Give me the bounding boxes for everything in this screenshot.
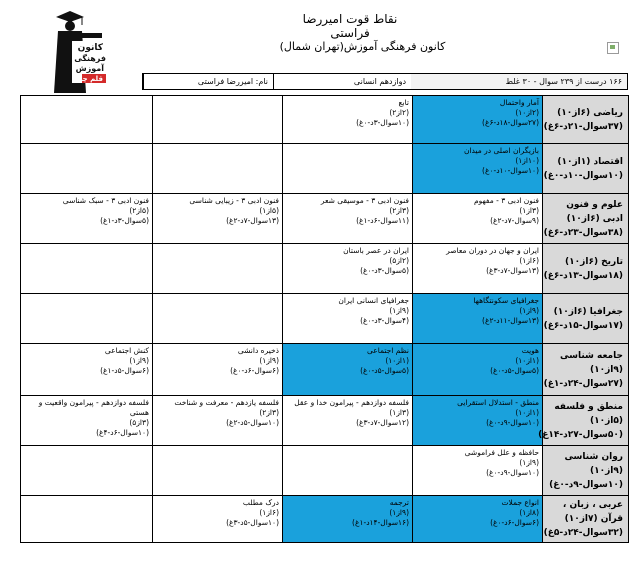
topic-stat: (۱از۱۰) [515,408,539,417]
logo-text-2: فرهنگی [74,54,106,63]
topic-cell [283,194,413,244]
topic-stat: (۱۰سوال-۹د-۰غ) [486,418,539,427]
topic-cell [413,194,543,244]
topic-stat: (۱۲سوال-۷د-۳غ) [356,418,409,427]
subject-detail: (۱۰سوال-۹د-۰غ) [549,479,623,490]
topic-cell [283,294,413,344]
logo-text-4: قلم چی [75,75,103,83]
topic-cell [283,244,413,294]
topic-title: بازیگران اصلی در میدان [463,146,539,155]
topic-title: درک مطلب [242,498,279,507]
topic-stat: (۲۷سوال-۱۸د-۶غ) [482,118,539,127]
subject-detail: (۱۸سوال-۱۳د-۶غ) [543,270,623,281]
subject-detail: (۳۸سوال-۲۳د-۶غ) [543,227,623,238]
topic-title: فلسفه دوازدهم - پیرامون خدا و عقل [294,398,409,407]
student-stats: ۱۶۶ درست از ۲۳۹ سوال - ۳۰ غلط [411,74,627,89]
strengths-table [20,95,629,543]
subject-row [21,396,629,446]
topic-cell [283,396,413,446]
topic-title: منطق - استدلال استقرایی [457,398,539,407]
topic-stat: (۳از۱) [389,408,409,417]
topic-cell [21,244,153,294]
topic-cell [153,294,283,344]
subject-title: منطق و فلسفه (۵از۱۰) [554,401,623,426]
topic-stat: (۱۶سوال-۱۴د-۱غ) [352,518,409,527]
topic-stat: (۵سوال-۵د-۰غ) [360,366,409,375]
topic-stat: (۲از۱۰) [515,108,539,117]
topic-title: فلسفه یازدهم - معرفت و شناخت [174,398,279,407]
topic-stat: (۹سوال-۷د-۲غ) [490,216,539,225]
subject-detail: (۱۰سوال-۱۰د-۰غ) [543,170,623,181]
topic-cell [283,496,413,543]
topic-stat: (۱۳سوال-۱۱د-۲غ) [482,316,539,325]
subject-cell [543,144,629,194]
subject-row [21,194,629,244]
topic-stat: (۱۰سوال-۹د-۰غ) [486,468,539,477]
topic-stat: (۱۰سوال-۶د-۴غ) [96,428,149,437]
topic-stat: (۱۰از۱) [515,156,539,165]
topic-cell [153,344,283,396]
topic-cell [153,446,283,496]
subject-row [21,244,629,294]
topic-title: کنش اجتماعی [104,346,149,355]
topic-cell [413,396,543,446]
subject-cell [543,244,629,294]
topic-cell [153,96,283,144]
topic-stat: (۹از۱) [389,508,409,517]
subject-cell [543,96,629,144]
topic-stat: (۵از۲) [129,206,149,215]
student-name: نام: امیررضا فراستی [143,74,273,89]
subject-detail: (۳۷سوال-۲۱د-۶غ) [543,121,623,132]
topic-cell [21,294,153,344]
topic-cell [413,294,543,344]
subject-cell [543,446,629,496]
subject-row [21,446,629,496]
student-info-bar [142,73,628,90]
topic-stat: (۱از۱۰) [385,356,409,365]
topic-title: انواع جملات [501,498,539,507]
topic-stat: (۱۰سوال-۵د-۲غ) [226,418,279,427]
topic-stat: (۵سوال-۳د-۱غ) [100,216,149,225]
topic-stat: (۵از۱) [259,206,279,215]
topic-cell [21,344,153,396]
topic-cell [413,496,543,543]
topic-cell [283,446,413,496]
topic-cell [283,344,413,396]
topic-stat: (۳از۵) [129,418,149,427]
topic-stat: (۱۰سوال-۵د-۳غ) [226,518,279,527]
subject-detail: (۲۷سوال-۲۴د-۱غ) [543,378,623,389]
subject-cell [543,344,629,396]
topic-stat: (۳از۱) [519,206,539,215]
topic-cell [413,96,543,144]
topic-stat: (۱۱سوال-۶د-۱غ) [356,216,409,225]
subject-title: علوم و فنون ادبی (۶از۱۰) [566,199,623,224]
topic-stat: (۶سوال-۶د-۰غ) [230,366,279,375]
topic-title: ایران در عصر باستان [343,246,409,255]
topic-cell [413,144,543,194]
topic-cell [21,194,153,244]
subject-title: اقتصاد (۱از۱۰) [557,156,623,167]
topic-stat: (۲از۵) [389,256,409,265]
report-subtitle: کانون فرهنگی آموزش(تهران شمال) [279,40,446,53]
subject-title: عربی ، زبان ، قرآن (۷از۱۰) [562,500,623,524]
topic-cell [153,244,283,294]
topic-stat: (۸از۱) [519,508,539,517]
topic-stat: (۹از۱) [259,356,279,365]
topic-title: فنون ادبی ۳ - موسیقی شعر [320,196,409,205]
topic-stat: (۲از۲) [389,108,409,117]
topic-cell [21,446,153,496]
topic-title: جغرافیای سکونتگاهها [473,296,539,305]
topic-title: ذخیره دانشی [237,346,279,355]
topic-stat: (۶سوال-۵د-۱غ) [100,366,149,375]
subject-row [21,144,629,194]
kanoon-logo [48,5,110,93]
topic-cell [153,496,283,543]
topic-title: حافظه و علل فراموشی [464,448,539,457]
subject-cell [543,194,629,244]
topic-title: فنون ادبی ۳ - مفهوم [473,196,539,205]
topic-stat: (۳از۲) [259,408,279,417]
topic-cell [153,194,283,244]
topic-stat: (۱۰سوال-۱۰د-۰غ) [482,166,539,175]
topic-stat: (۹از۱) [519,306,539,315]
topic-cell [413,244,543,294]
topic-stat: (۶سوال-۶د-۰غ) [490,518,539,527]
topic-title: آمار واحتمال [499,98,539,107]
report-title: نقاط قوت امیررضا فراستی [302,12,398,40]
subject-detail: (۵۰سوال-۲۷د-۱۴غ) [538,429,623,440]
topic-stat: (۳از۲) [389,206,409,215]
topic-stat: (۹از۱) [129,356,149,365]
topic-stat: (۱از۱۰) [515,356,539,365]
topic-title: ایران و جهان در دوران معاصر [446,246,539,255]
subject-title: جغرافیا (۶از۱۰) [553,306,623,317]
topic-cell [413,446,543,496]
topic-cell [21,496,153,543]
topic-cell [283,144,413,194]
subject-row [21,344,629,396]
subject-title: جامعه شناسی (۹از۱۰) [560,350,623,375]
topic-title: فلسفه دوازدهم - پیرامون واقعیت و هستی [38,398,149,417]
logo-text-1: کانون [77,43,103,53]
topic-title: تابع [398,98,409,107]
topic-cell [153,144,283,194]
subject-detail: (۱۷سوال-۱۵د-۶غ) [543,320,623,331]
topic-stat: (۴سوال-۳د-۰غ) [360,316,409,325]
subject-cell [543,496,629,543]
broken-image-icon [607,42,619,54]
topic-title: هویت [521,346,539,355]
topic-title: فنون ادبی ۳ - زیبایی شناسی [189,196,279,205]
subject-title: روان شناسی (۹از۱۰) [564,451,623,476]
subject-title: ریاضی (۶از۱۰) [557,107,623,118]
topic-stat: (۱۳سوال-۷د-۳غ) [486,266,539,275]
topic-cell [283,96,413,144]
subject-cell [538,396,629,446]
student-grade: دوازدهم انسانی [273,74,411,89]
topic-stat: (۶از۱) [519,256,539,265]
topic-title: ترجمه [389,498,409,507]
topic-cell [21,144,153,194]
topic-stat: (۱۰سوال-۳د-۰غ) [356,118,409,127]
topic-cell [153,396,283,446]
topic-cell [413,344,543,396]
topic-cell [21,96,153,144]
subject-title: تاریخ (۶از۱۰) [565,256,623,267]
subject-detail: (۳۲سوال-۲۴د-۵غ) [543,528,623,538]
subject-cell [543,294,629,344]
subject-row [21,496,629,543]
logo-text-3: آموزش [75,64,104,73]
subject-row [21,294,629,344]
topic-stat: (۶از۱) [259,508,279,517]
topic-stat: (۹از۱) [519,458,539,467]
topic-stat: (۵سوال-۳د-۰غ) [360,266,409,275]
topic-stat: (۵سوال-۵د-۰غ) [490,366,539,375]
topic-title: فنون ادبی ۳ - سبک شناسی [62,196,149,205]
topic-stat: (۹از۱) [389,306,409,315]
topic-title: جغرافیای انسانی ایران [338,296,409,305]
subject-row [21,96,629,144]
topic-cell [21,396,153,446]
topic-title: نظم اجتماعی [367,346,409,355]
topic-stat: (۱۳سوال-۷د-۲غ) [226,216,279,225]
